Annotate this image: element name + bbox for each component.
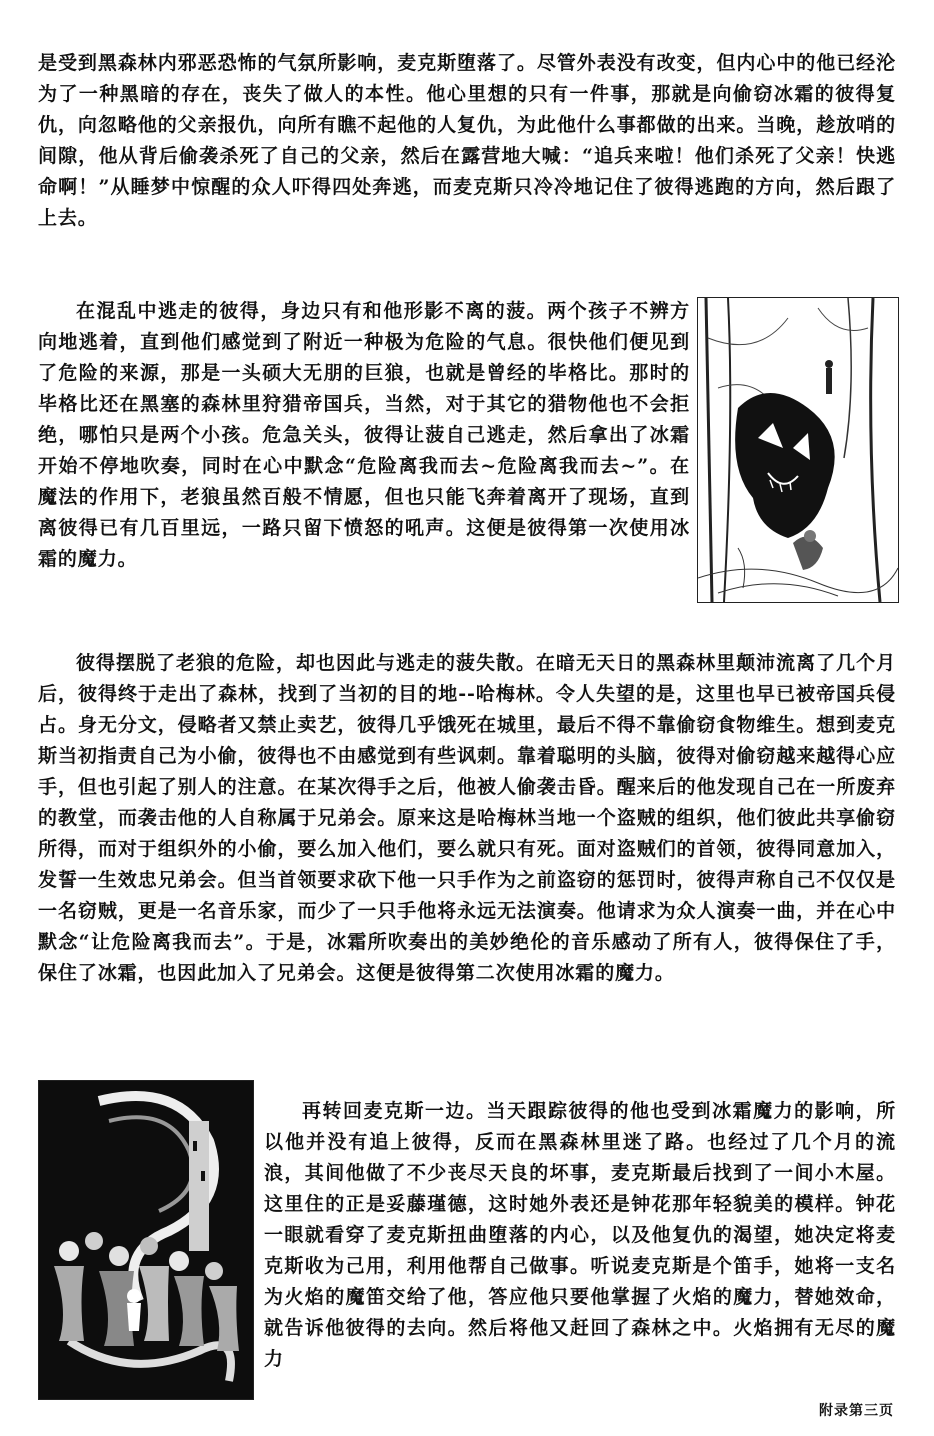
paragraph-4: 再转回麦克斯一边。当天跟踪彼得的他也受到冰霜魔力的影响，所以他并没有追上彼得，反而在黑森林里迷了路。也经过了几个月的流浪，其间他做了不少丧尽天良的坏事，麦克斯最后找到了一间小木屋。这里住的正是妥藤瑾德，这时她外表还是钟花那年轻貌美的模样。钟花一眼就看穿了麦克斯扭曲堕落的内心，以及他复仇的渴望，她决定将麦克斯收为己用，利用他帮自己做事。听说麦克斯是个笛手，她将一支名为火焰的魔笛交给了他，答应他只要他掌握了火焰的魔力，替她效命，就告诉他彼得的去向。然后将他又赶回了森林之中。火焰拥有无尽的魔力 bbox=[264, 1100, 896, 1370]
crowd-illustration-drawing bbox=[39, 1081, 253, 1399]
wolf-illustration bbox=[697, 297, 899, 603]
paragraph-3: 彼得摆脱了老狼的危险，却也因此与逃走的菠失散。在暗无天日的黑森林里颠沛流离了几个月后，彼得终于走出了森林，找到了当初的目的地--哈梅林。令人失望的是，这里也早已被帝国兵侵占。身无分文，侵略者又禁止卖艺，彼得几乎饿死在城里，最后不得不靠偷窃食物维生。想到麦克斯当初指责自己为小偷，彼得也不由感觉到有些讽刺。靠着聪明的头脑，彼得对偷窃越来越得心应手，但也引起了别人的注意。在某次得手之后，他被人偷袭击昏。醒来后的他发现自己在一所废弃的教堂，而袭击他的人自称属于兄弟会。原来这是哈梅林当地一个盗贼的组织，他们彼此共享偷窃所得，而对于组织外的小偷，要么加入他们，要么就只有死。面对盗贼们的首领，彼得同意加入，发誓一生效忠兄弟会。但当首领要求砍下他一只手作为之前盗窃的惩罚时，彼得声称自己不仅仅是一名窃贼，更是一名音乐家，而少了一只手他将永远无法演奏。他请求为众人演奏一曲，并在心中默念“让危险离我而去”。于是，冰霜所吹奏出的美妙绝伦的音乐感动了所有人，彼得保住了手，保住了冰霜，也因此加入了兄弟会。这便是彼得第二次使用冰霜的魔力。 bbox=[38, 652, 896, 984]
wolf-illustration-drawing bbox=[698, 298, 898, 602]
paragraph-1: 是受到黑森林内邪恶恐怖的气氛所影响，麦克斯堕落了。尽管外表没有改变，但内心中的他已经沦为了一种黑暗的存在，丧失了做人的本性。他心里想的只有一件事，那就是向偷窃冰霜的彼得复仇，向忽略他的父亲报仇，向所有瞧不起他的人复仇，为此他什么事都做的出来。当晚，趁放哨的间隙，他从背后偷袭杀死了自己的父亲，然后在露营地大喊：“追兵来啦！他们杀死了父亲！快逃命啊！”从睡梦中惊醒的众人吓得四处奔逃，而麦克斯只冷冷地记住了彼得逃跑的方向，然后跟了上去。 bbox=[38, 52, 896, 229]
crowd-illustration bbox=[38, 1080, 254, 1400]
page-number-label: 附录第三页 bbox=[819, 1403, 894, 1419]
paragraph-2: 在混乱中逃走的彼得，身边只有和他形影不离的菠。两个孩子不辨方向地逃着，直到他们感觉到了附近一种极为危险的气息。很快他们便见到了危险的来源，那是一头硕大无朋的巨狼，也就是曾经的毕格比。那时的毕格比还在黑塞的森林里狩猎帝国兵，当然，对于其它的猎物他也不会拒绝，哪怕只是两个小孩。危急关头，彼得让菠自己逃走，然后拿出了冰霜开始不停地吹奏，同时在心中默念“危险离我而去~危险离我而去~”。在魔法的作用下，老狼虽然百般不情愿，但也只能飞奔着离开了现场，直到离彼得已有几百里远，一路只留下愤怒的吼声。这便是彼得第一次使用冰霜的魔力。 bbox=[38, 300, 690, 570]
